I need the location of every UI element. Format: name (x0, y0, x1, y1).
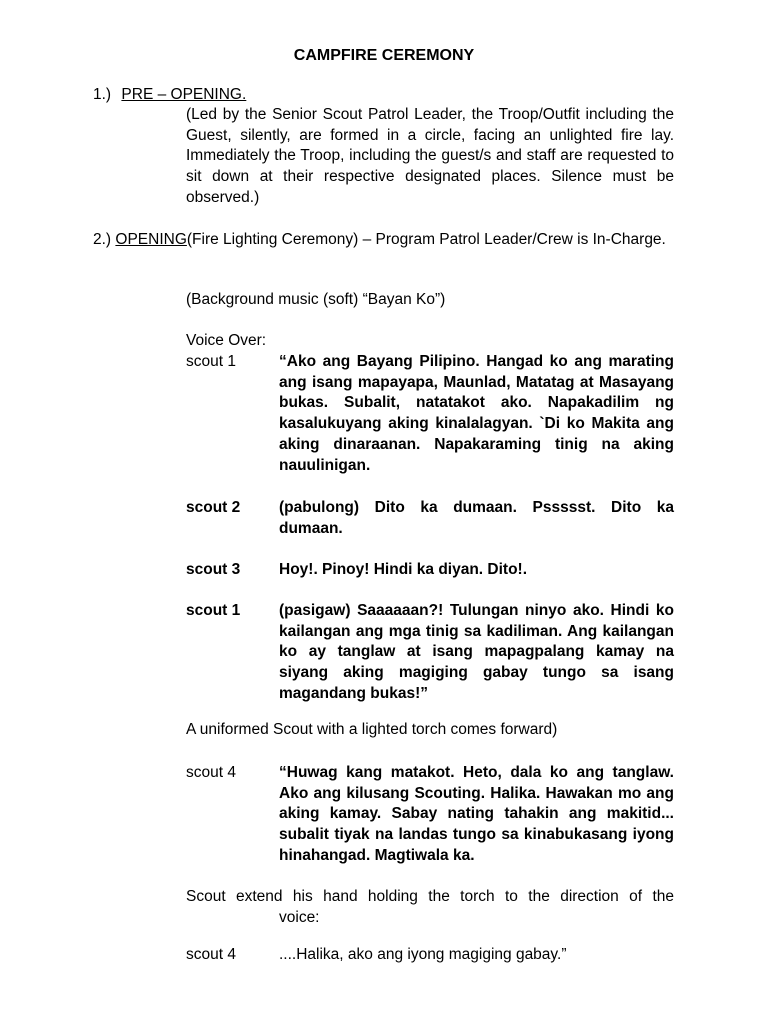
section-2-description: (Fire Lighting Ceremony) – Program Patrol Leader/Crew is In-Charge. (186, 231, 666, 248)
stage-direction-extend-hand-cont: voice: (279, 909, 320, 926)
line-scout-3: Hoy!. Pinoy! Hindi ka diyan. Dito!. (279, 561, 528, 578)
section-1-title: PRE – OPENING. (121, 86, 247, 103)
section-1-body: (Led by the Senior Scout Patrol Leader, the Troop/Outfit including the Guest, silently, are formed in a circle, facing an unlighted fire lay. Immediately the Troop, including the guest/s and staff are requested to sit down at their respective designated places. Silence must be observed.) (186, 106, 674, 206)
stage-direction-extend-hand: Scout extend his hand holding the torch to the direction of the (186, 888, 674, 905)
speaker-scout-4-final: scout 4 (186, 946, 236, 963)
line-scout-2: (pabulong) Dito ka dumaan. Pssssst. Dito ka dumaan. (279, 499, 674, 537)
section-1-number: 1.) (93, 86, 112, 103)
background-music-note: (Background music (soft) “Bayan Ko”) (186, 291, 446, 308)
speaker-scout-1: scout 1 (186, 353, 236, 370)
speaker-scout-1-second: scout 1 (186, 602, 241, 619)
section-1-heading (93, 85, 246, 106)
line-scout-1: “Ako ang Bayang Pilipino. Hangad ko ang marating ang isang mapayapa, Maunlad, Matatag at Masayang bukas. Subalit, natatakot ako. Napakadilim ng kasalukuyang aking kinalalagyan. `Di ko Makita ang aking dinaraanan. Napakaraming tinig na aking nauulinigan. (279, 353, 674, 474)
line-scout-1-second: (pasigaw) Saaaaaan?! Tulungan ninyo ako. Hindi ko kailangan ang mga tinig sa kadiliman. Ang kailangan ko ay tanglaw at isang mapagpalang kamay na siyang aking magiging gabay tungo sa isang magandang bukas!” (279, 602, 674, 702)
section-2-paragraph (93, 230, 674, 251)
speaker-scout-2: scout 2 (186, 499, 241, 516)
stage-direction-torch: A uniformed Scout with a lighted torch comes forward) (186, 721, 558, 738)
section-2-title: OPENING (115, 231, 187, 248)
document-title: CAMPFIRE CEREMONY (293, 47, 475, 64)
speaker-scout-3: scout 3 (186, 561, 241, 578)
line-scout-4: “Huwag kang matakot. Heto, dala ko ang tanglaw. Ako ang kilusang Scouting. Halika. Hawakan mo ang aking kamay. Sabay nating tahakin ang makitid... subalit tiyak na landas tungo sa kinabukasang iyong hinahangad. Magtiwala ka. (279, 764, 674, 864)
voice-over-label: Voice Over: (186, 332, 267, 349)
section-2-number: 2.) (93, 231, 112, 248)
line-scout-4-final: ....Halika, ako ang iyong magiging gabay.” (279, 946, 567, 963)
speaker-scout-4: scout 4 (186, 764, 236, 781)
